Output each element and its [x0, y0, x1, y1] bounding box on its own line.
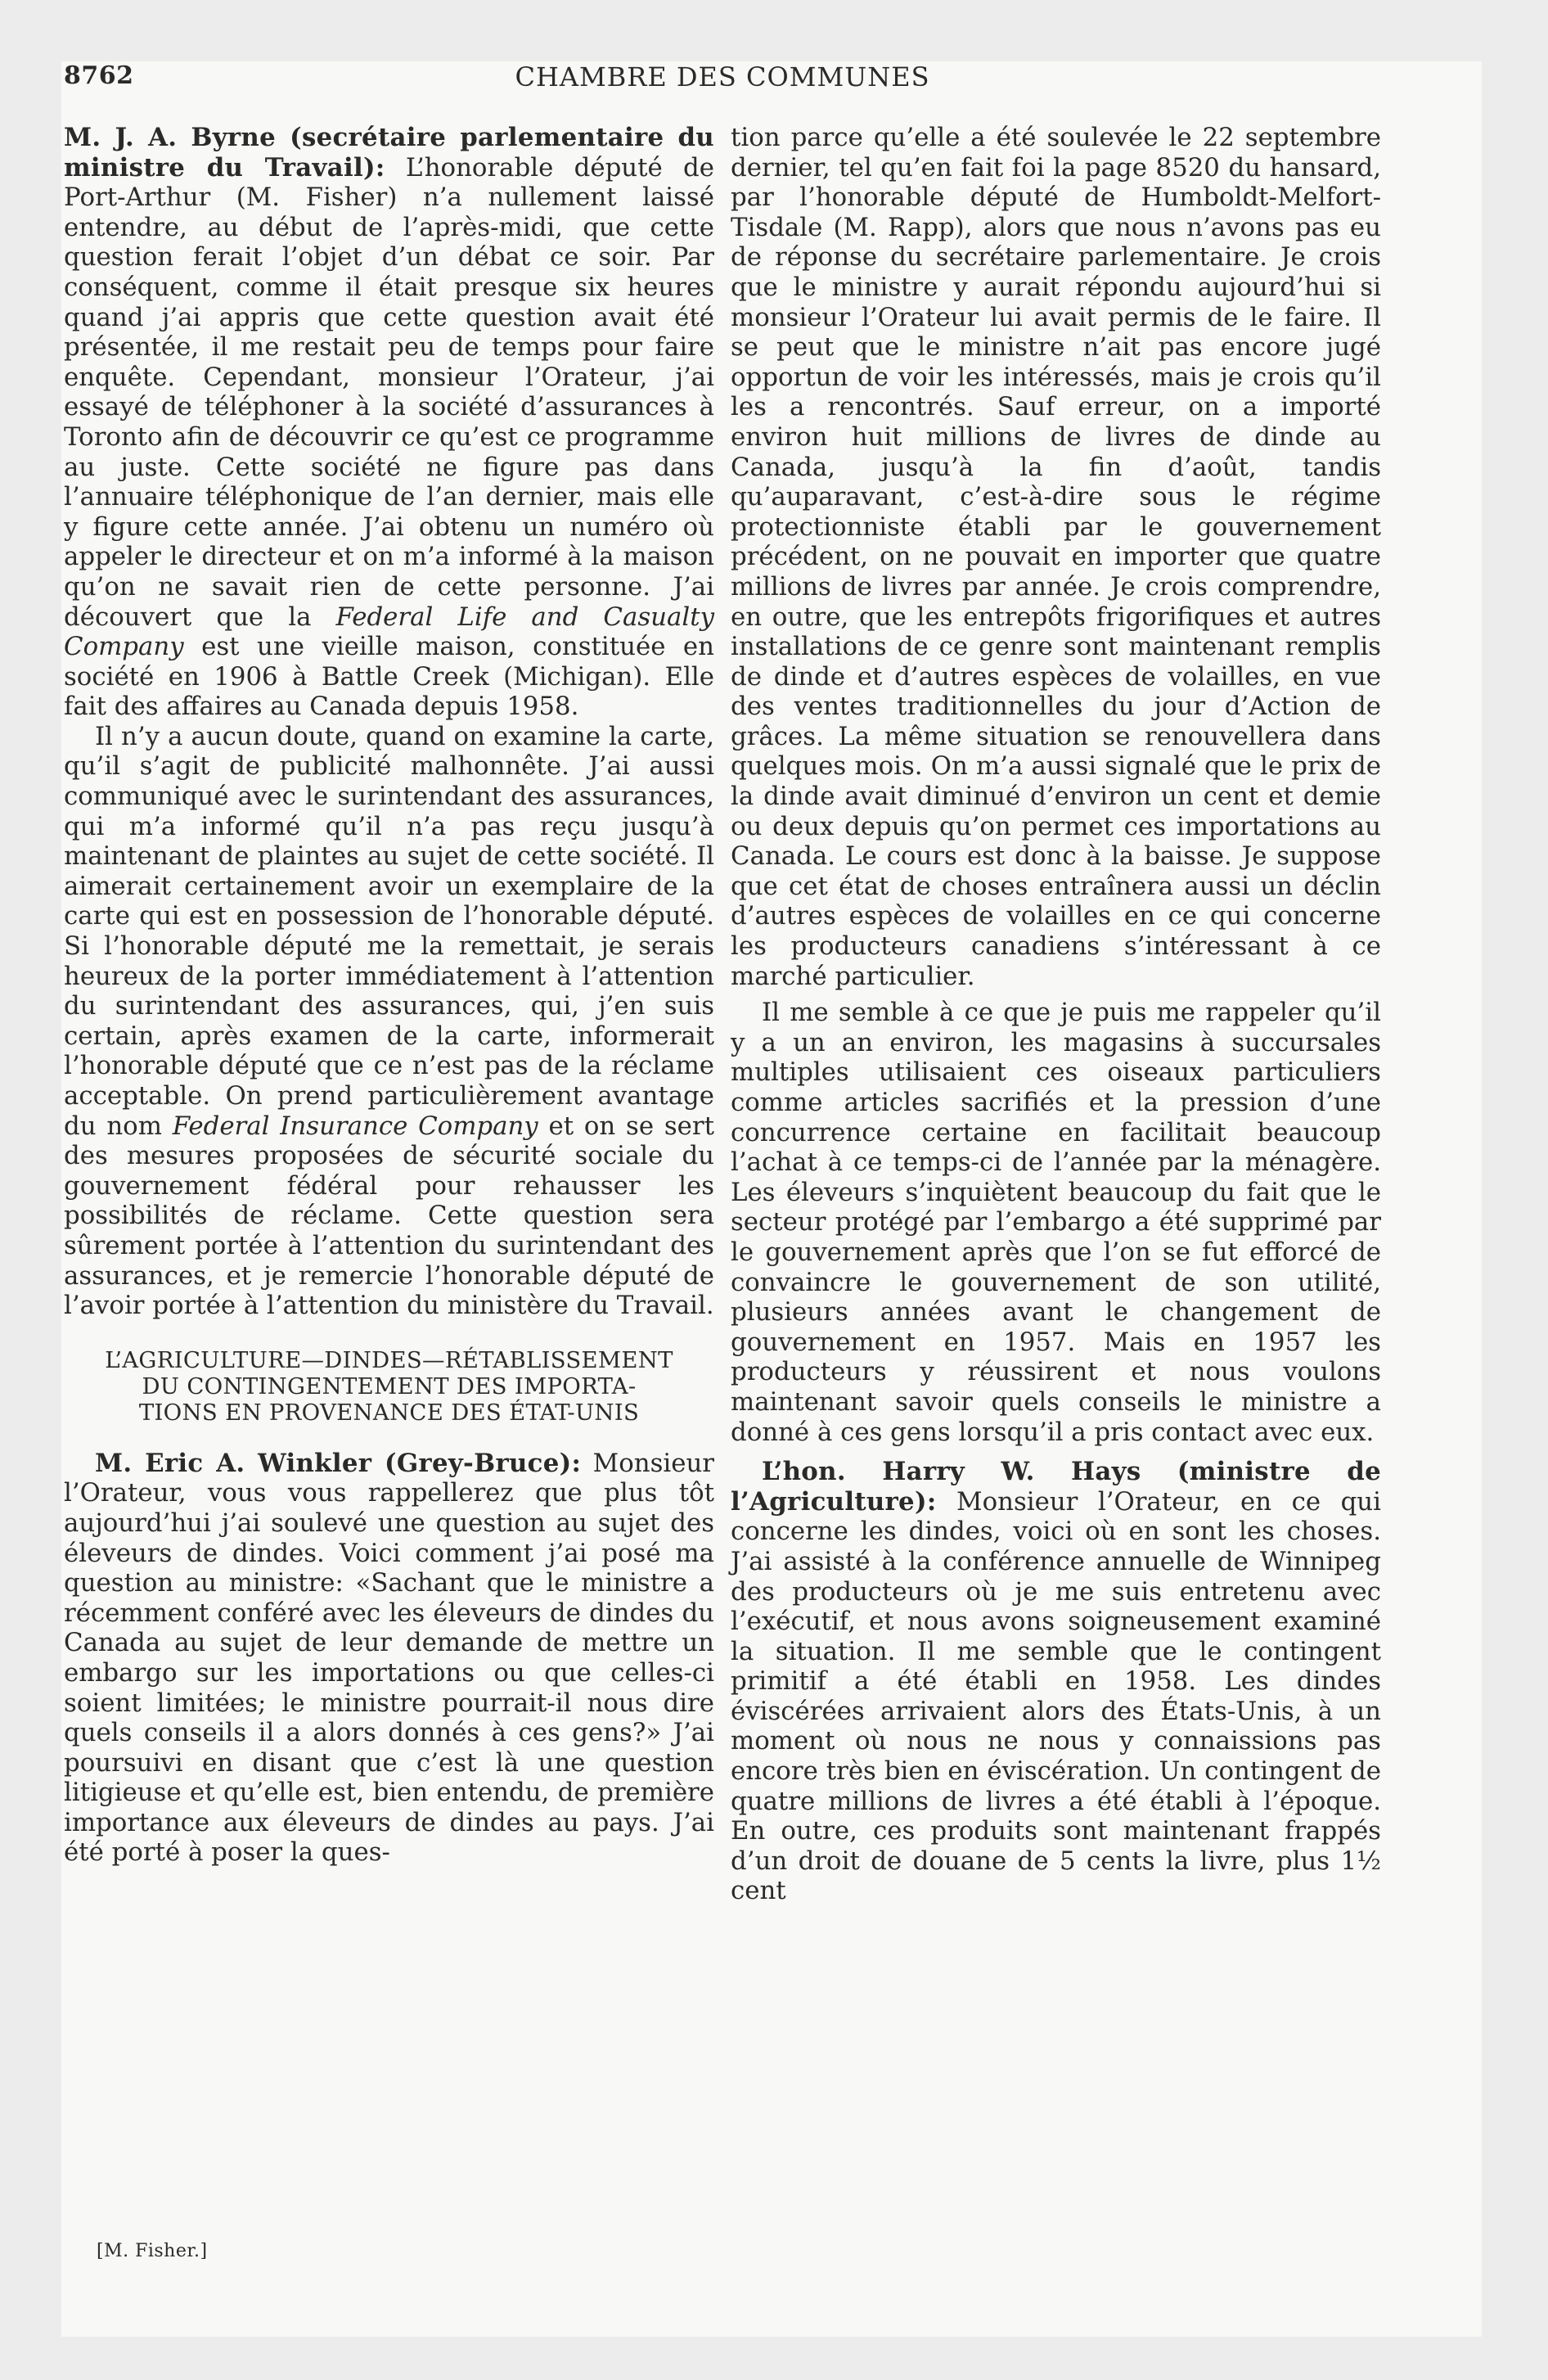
company-name: Federal Life and Casualty Company [64, 602, 714, 662]
company-name: Federal Insurance Company [172, 1111, 538, 1141]
heading-line: L’AGRICULTURE—DINDES—RÉTABLISSEMENT [105, 1346, 673, 1373]
heading-line: DU CONTINGENTEMENT DES IMPORTA- [142, 1373, 637, 1400]
right-column [731, 123, 1381, 1906]
paragraph [64, 722, 714, 1321]
paragraph [731, 998, 1381, 1447]
running-head: CHAMBRE DES COMMUNES [515, 61, 930, 92]
page-header [64, 61, 1381, 110]
paragraph-text: Monsieur l’Orateur, en ce qui concerne les dindes, voici où en sont les choses. J’ai assisté à la conférence annuelle de Winnipeg des producteurs où je me suis entretenu avec l’exécutif, et nous avons soigneusement examiné la situation. Il me semble que le contingent primitif a été établi en 1958. Les dindes éviscérées arrivaient alors des États-Unis, à un moment où nous ne nous y connaissions pas encore très bien en éviscération. Un contingent de quatre millions de livres a été établi à l’époque. En outre, ces produits sont maintenant frappés d’un droit de douane de 5 cents la livre, plus 1½ cent [731, 1486, 1381, 1906]
paragraph [64, 123, 714, 722]
paragraph-text: est une vieille maison, constituée en société en 1906 à Battle Creek (Michigan). Elle fait des affaires au Canada depuis 1958. [64, 632, 714, 722]
footer-reference: [M. Fisher.] [97, 2241, 208, 2261]
section-heading [64, 1347, 714, 1426]
page-number: 8762 [64, 61, 134, 90]
paragraph-text: tion parce qu’elle a été soulevée le 22 septembre dernier, tel qu’en fait foi la page 8520 du hansard, par l’honorable député de Humboldt-Melfort-Tisdale (M. Rapp), alors que nous n’avons pas eu de réponse du secrétaire parlementaire. Je crois que le ministre y aurait répondu aujourd’hui si monsieur l’Orateur lui avait permis de le faire. Il se peut que le ministre n’ait pas encore jugé opportun de voir les intéressés, mais je crois qu’il les a rencontrés. Sauf erreur, on a importé environ huit millions de livres de dinde au Canada, jusqu’à la fin d’août, tandis qu’auparavant, c’est-à-dire sous le régime protectionniste établi par le gouvernement précédent, on ne pouvait en importer que quatre millions de livres par année. Je crois comprendre, en outre, que les entrepôts frigorifiques et autres installations de ce genre sont maintenant remplis de dinde et d’autres espèces de volailles, en vue des ventes traditionnelles du jour d’Action de grâces. La même situation se renouvellera dans quelques mois. On m’a aussi signalé que le prix de la dinde avait diminué d’environ un cent et demie ou deux depuis qu’on permet ces importations au Canada. Le cours est donc à la baisse. Je suppose que cet état de choses entraînera aussi un déclin d’autres espèces de volailles en ce qui concerne les producteurs canadiens s’intéressant à ce marché particulier. [731, 123, 1381, 991]
paragraph-text: et on se sert des mesures proposées de sécurité sociale du gouvernement fédéral pour rehausser les possibilités de réclame. Cette question sera sûrement portée à l’attention du surintendant des assurances, et je remercie l’honorable député de l’avoir portée à l’attention du ministère du Travail. [64, 1111, 714, 1321]
paragraph-text: Monsieur l’Orateur, vous vous rappellerez que plus tôt aujourd’hui j’ai soulevé une question au sujet des éleveurs de dindes. Voici comment j’ai posé ma question au ministre: «Sachant que le ministre a récemment conféré avec les éleveurs de dindes du Canada au sujet de leur demande de mettre un embargo sur les importations ou que celles-ci soient limitées; le ministre pourrait-il nous dire quels conseils il a alors donnés à ces gens?» J’ai poursuivi en disant que c’est là une question litigieuse et qu’elle est, bien entendu, de première importance aux éleveurs de dindes au pays. J’ai été porté à poser la ques- [64, 1448, 715, 1868]
heading-line: TIONS EN PROVENANCE DES ÉTAT-UNIS [138, 1399, 640, 1426]
paragraph [731, 1457, 1381, 1906]
paragraph-text: Il me semble à ce que je puis me rappeler qu’il y a un an environ, les magasins à succursales multiples utilisaient ces oiseaux particuliers comme articles sacrifiés et la pression d’une concurrence certaine en facilitait beaucoup l’achat à ce temps-ci de l’année par la ménagère. Les éleveurs s’inquiètent beaucoup du fait que le secteur protégé par l’embargo a été supprimé par le gouvernement après que l’on se fut efforcé de convaincre le gouvernement de son utilité, plusieurs années avant le changement de gouvernement en 1957. Mais en 1957 les producteurs y réussirent et nous voulons maintenant savoir quels conseils le ministre a donné à ces gens lorsqu’il a pris contact avec eux. [731, 998, 1381, 1447]
paragraph [64, 1449, 714, 1868]
left-column [64, 123, 714, 1868]
paragraph [731, 123, 1381, 991]
paragraph-text: L’honorable député de Port-Arthur (M. Fisher) n’a nullement laissé entendre, au début de l’après-midi, que cette question ferait l’objet d’un débat ce soir. Par conséquent, comme il était presque six heures quand j’ai appris que cette question avait été présentée, il me restait peu de temps pour faire enquête. Cependant, monsieur l’Orateur, j’ai essayé de téléphoner à la société d’assurances à Toronto afin de découvrir ce qu’est ce programme au juste. Cette société ne figure pas dans l’annuaire téléphonique de l’an dernier, mais elle y figure cette année. J’ai obtenu un numéro où appeler le directeur et on m’a informé à la maison qu’on ne savait rien de cette personne. J’ai découvert que la [64, 152, 714, 632]
paragraph-text: Il n’y a aucun doute, quand on examine la carte, qu’il s’agit de publicité malhonnête. J’ai aussi communiqué avec le surintendant des assurances, qui m’a informé qu’il n’a pas reçu jusqu’à maintenant de plaintes au sujet de cette société. Il aimerait certainement avoir un exemplaire de la carte qui est en possession de l’honorable député. Si l’honorable député me la remettait, je serais heureux de la porter immédiatement à l’attention du surintendant des assurances, qui, j’en suis certain, après examen de la carte, informerait l’honorable député que ce n’est pas de la réclame acceptable. On prend particulièrement avantage du nom [64, 721, 714, 1141]
speaker-name: M. J. A. Byrne (secrétaire parlementaire du ministre du Travail): [64, 123, 714, 183]
speaker-name: L’hon. Harry W. Hays (ministre de l’Agriculture): [731, 1457, 1381, 1517]
speaker-name: M. Eric A. Winkler (Grey-Bruce): [95, 1448, 582, 1478]
